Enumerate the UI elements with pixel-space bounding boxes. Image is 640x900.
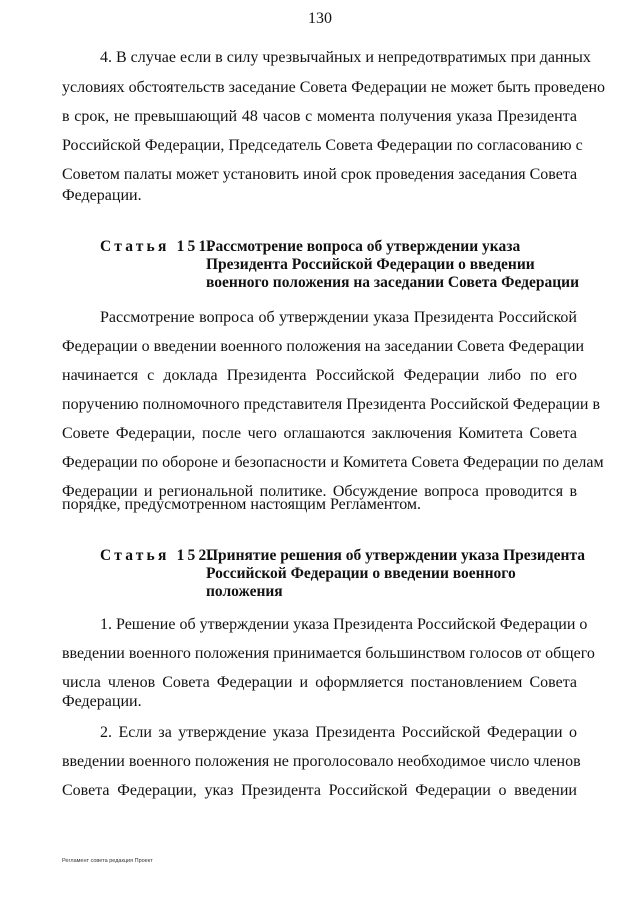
article-label: Статья 152. xyxy=(100,547,217,564)
article-title-line: Российской Федерации о введении военного xyxy=(206,565,516,582)
text-line: Федерации. xyxy=(62,187,142,204)
footer-note: Регламент совета редакция Проект xyxy=(62,858,153,864)
article-151-heading xyxy=(100,238,580,298)
text-line: 4. В случае если в силу чрезвычайных и непредотвратимых при данных xyxy=(100,49,591,66)
text-line: условиях обстоятельств заседание Совета Федерации не может быть проведено xyxy=(62,79,606,96)
text-line: в срок, не превышающий 48 часов с момента получения указа Президента xyxy=(62,108,577,125)
text-line: Советом палаты может установить иной срок проведения заседания Совета xyxy=(62,166,578,183)
article-title-line: Рассмотрение вопроса об утверждении указа xyxy=(206,238,521,255)
text-line: Федерации. xyxy=(62,693,142,710)
text-line: Рассмотрение вопроса об утверждении указа Президента Российской xyxy=(100,309,577,326)
text-line: Федерации по обороне и безопасности и Комитета Совета Федерации по делам xyxy=(62,454,604,471)
article-label: Статья 151. xyxy=(100,238,217,255)
article-title-line: Принятие решения об утверждении указа Президента xyxy=(206,547,586,564)
text-line: Совета Федерации, указ Президента Российской Федерации о введении xyxy=(62,782,577,799)
text-line: введении военного положения принимается большинством голосов от общего xyxy=(62,645,595,662)
text-line: Совете Федерации, после чего оглашаются заключения Комитета Совета xyxy=(62,425,577,442)
article-title-line: положения xyxy=(206,583,283,600)
article-title-line: Президента Российской Федерации о введении xyxy=(206,256,535,273)
text-line: начинается с доклада Президента Российской Федерации либо по его xyxy=(62,367,577,384)
page-number: 130 xyxy=(308,10,332,27)
text-line: Федерации и региональной политике. Обсуждение вопроса проводится в xyxy=(62,483,577,500)
article-title-line: военного положения на заседании Совета Федерации xyxy=(206,274,579,291)
text-line: Российской Федерации, Председатель Совета Федерации по согласованию с xyxy=(62,137,583,154)
text-line: 1. Решение об утверждении указа Президента Российской Федерации о xyxy=(100,616,588,633)
text-line: поручению полномочного представителя Президента Российской Федерации в xyxy=(62,396,600,413)
text-line: Федерации о введении военного положения на заседании Совета Федерации xyxy=(62,338,585,355)
article-152-heading xyxy=(100,547,586,607)
text-line: 2. Если за утверждение указа Президента Российской Федерации о xyxy=(100,724,577,741)
text-line: введении военного положения не проголосовало необходимое число членов xyxy=(62,753,581,770)
text-line: числа членов Совета Федерации и оформляется постановлением Совета xyxy=(62,674,577,691)
text-line: порядке, предусмотренном настоящим Регламентом. xyxy=(62,496,422,513)
